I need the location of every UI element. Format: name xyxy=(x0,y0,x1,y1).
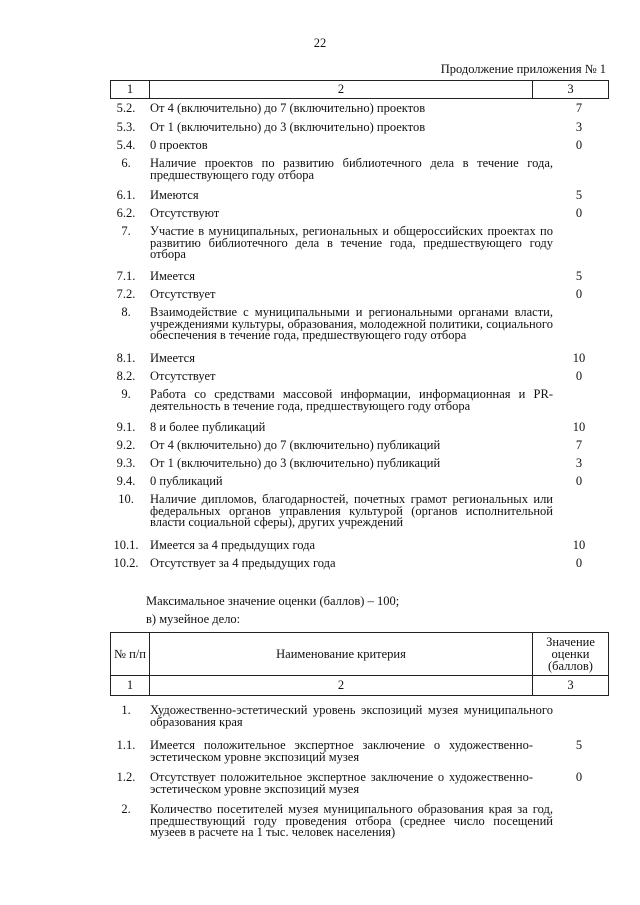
table-row xyxy=(106,307,609,353)
page-number: 22 xyxy=(313,36,327,50)
max-score-line: Максимальное значение оценки (баллов) – 100; xyxy=(146,594,400,608)
top-table-body xyxy=(106,103,609,576)
row-text: Отсутствует xyxy=(150,287,216,301)
col-head-number: № п/п xyxy=(111,633,150,676)
row-text: От 1 (включительно) до 3 (включительно) публикаций xyxy=(150,456,441,470)
col-2-number: 2 xyxy=(150,676,533,696)
row-number: 9.1. xyxy=(116,420,136,434)
row-value: 3 xyxy=(575,456,583,470)
row-number: 1.1. xyxy=(116,738,136,752)
continuation-note: Продолжение приложения № 1 xyxy=(440,62,606,76)
row-value xyxy=(553,804,605,850)
row-number: 6.2. xyxy=(116,206,136,220)
row-text: Отсутствует xyxy=(150,369,216,383)
row-text: Отсутствует положительное экспертное заключение о художественно-эстетическом уровне экспозиций музея xyxy=(150,770,533,796)
row-number: 5.3. xyxy=(116,120,136,134)
row-number: 10. xyxy=(118,492,134,506)
col-head-name: Наименование критерия xyxy=(150,633,533,676)
row-text: Имеется xyxy=(150,351,195,365)
bottom-table-body xyxy=(106,705,609,850)
row-number: 8.1. xyxy=(116,351,136,365)
table-row xyxy=(106,158,609,190)
row-number: 1.2. xyxy=(116,770,136,784)
row-value: 5 xyxy=(575,269,583,283)
row-number: 6. xyxy=(121,156,131,170)
row-number: 9.3. xyxy=(116,456,136,470)
row-value: 0 xyxy=(575,770,583,784)
row-value xyxy=(553,705,605,740)
row-number: 6.1. xyxy=(116,188,136,202)
table-row xyxy=(106,772,609,804)
row-value xyxy=(553,494,605,540)
table-row xyxy=(106,804,609,850)
row-value: 5 xyxy=(575,738,583,752)
row-value: 0 xyxy=(575,206,583,220)
row-value: 0 xyxy=(575,556,583,570)
row-text: Участие в муниципальных, региональных и общероссийских проектах по развитию библиотечного дела в течение года, предшествующего году отбора xyxy=(150,224,553,261)
row-text: Имеется xyxy=(150,269,195,283)
row-text: Наличие проектов по развитию библиотечного дела в течение года, предшествующего году отбора xyxy=(150,156,553,182)
row-text: Работа со средствами массовой информации, информационная и PR-деятельность в течение года, предшествующего году отбора xyxy=(150,387,553,413)
col-1-number: 1 xyxy=(111,676,150,696)
row-text: 0 публикаций xyxy=(150,474,223,488)
row-value: 10 xyxy=(572,351,586,365)
row-number: 10.1. xyxy=(113,538,139,552)
row-text: 8 и более публикаций xyxy=(150,420,266,434)
top-table-header xyxy=(110,80,609,99)
row-text: Имеется положительное экспертное заключение о художественно-эстетическом уровне экспозиций музея xyxy=(150,738,533,764)
row-value: 5 xyxy=(575,188,583,202)
row-number: 5.4. xyxy=(116,138,136,152)
row-value xyxy=(553,226,605,271)
row-text: Количество посетителей музея муниципального образования края за год, предшествующий году проведения отбора (среднее число посещений музеев в расчете на 1 тыс. человек населения) xyxy=(150,802,553,839)
table-row xyxy=(106,740,609,772)
row-value: 7 xyxy=(575,438,583,452)
row-number: 2. xyxy=(121,802,131,816)
row-number: 8.2. xyxy=(116,369,136,383)
row-number: 7.1. xyxy=(116,269,136,283)
row-value: 0 xyxy=(575,287,583,301)
row-number: 9. xyxy=(121,387,131,401)
row-value: 7 xyxy=(575,101,583,115)
row-text: Отсутствуют xyxy=(150,206,220,220)
row-text: Имеются xyxy=(150,188,199,202)
row-value: 0 xyxy=(575,138,583,152)
row-value: 3 xyxy=(575,120,583,134)
row-number: 9.2. xyxy=(116,438,136,452)
row-text: Наличие дипломов, благодарностей, почетных грамот региональных или федеральных органов управления культурой (органов исполнительной власти социальной сферы), других учреждений xyxy=(150,492,553,529)
row-number: 5.2. xyxy=(116,101,136,115)
row-value xyxy=(553,389,605,422)
row-number: 10.2. xyxy=(113,556,139,570)
row-value: 0 xyxy=(575,369,583,383)
row-text: Отсутствует за 4 предыдущих года xyxy=(150,556,336,570)
row-value xyxy=(553,158,605,190)
row-text: От 1 (включительно) до 3 (включительно) проектов xyxy=(150,120,426,134)
table-row xyxy=(106,558,609,576)
col-3-number: 3 xyxy=(533,81,609,99)
row-text: Художественно-эстетический уровень экспозиций музея муниципального образования края xyxy=(150,703,553,729)
col-2-number: 2 xyxy=(150,81,533,99)
row-text: Имеется за 4 предыдущих года xyxy=(150,538,316,552)
row-number: 8. xyxy=(121,305,131,319)
table-row xyxy=(106,494,609,540)
row-value: 10 xyxy=(572,538,586,552)
row-number: 7.2. xyxy=(116,287,136,301)
row-value: 10 xyxy=(572,420,586,434)
row-number: 1. xyxy=(121,703,131,717)
col-head-value: Значение оценки (баллов) xyxy=(533,633,609,676)
col-1-number: 1 xyxy=(111,81,150,99)
table-row xyxy=(106,226,609,271)
row-text: От 4 (включительно) до 7 (включительно) публикаций xyxy=(150,438,441,452)
row-value: 0 xyxy=(575,474,583,488)
row-number: 7. xyxy=(121,224,131,238)
row-text: От 4 (включительно) до 7 (включительно) проектов xyxy=(150,101,426,115)
row-text: 0 проектов xyxy=(150,138,208,152)
bottom-table-header xyxy=(110,632,609,696)
row-number: 9.4. xyxy=(116,474,136,488)
table-row xyxy=(106,389,609,422)
section-label: в) музейное дело: xyxy=(146,612,241,626)
row-text: Взаимодействие с муниципальными и региональными органами власти, учреждениями культуры, образования, молодежной политики, социального обеспечения в течение года, предшествующего году отбора xyxy=(150,305,553,342)
col-3-number: 3 xyxy=(533,676,609,696)
table-row xyxy=(106,705,609,740)
row-value xyxy=(553,307,605,353)
